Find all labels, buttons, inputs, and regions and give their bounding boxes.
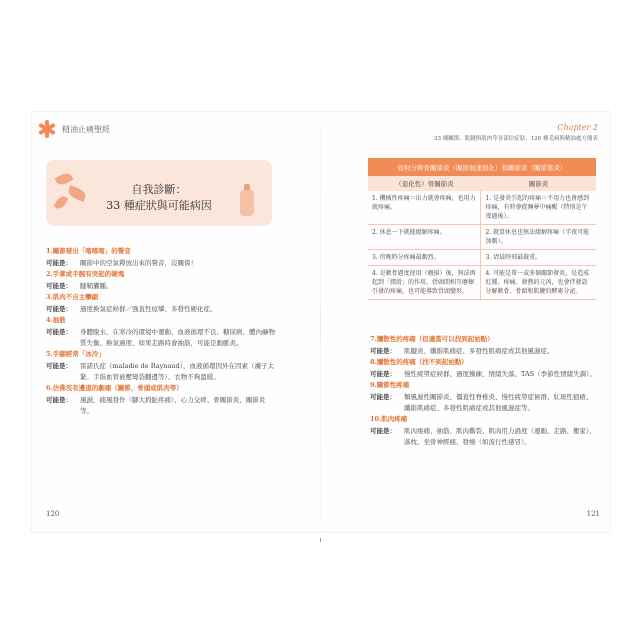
- page-number-right: 121: [586, 510, 600, 518]
- symptom-text: 肌腱炎、纖維肌痛症、多發性肌痛症或其他風濕症。: [404, 347, 554, 355]
- table-column-header: （退化性）骨關節炎: [368, 176, 481, 191]
- crop-mark: [320, 538, 321, 542]
- table-cell: 2. 休息一下就能緩解疼痛。: [368, 225, 481, 250]
- symptom-label: 可能是：: [370, 370, 396, 378]
- table-row: [368, 250, 596, 266]
- symptom-item: [370, 334, 596, 357]
- symptom-label: 可能是：: [46, 396, 72, 404]
- symptom-item: [46, 349, 278, 383]
- table-row: [368, 266, 596, 300]
- symptom-text: 腱鞘囊腫。: [80, 282, 113, 290]
- table-cell: 1. 機械性疼痛＝出力就會疼痛，也用力就疼痛。: [368, 191, 481, 225]
- symptom-title: 2.手掌或手腕有突起的硬塊: [46, 270, 125, 278]
- comparison-table: [368, 158, 596, 300]
- table-row: [368, 191, 596, 225]
- chapter-subtitle: 33 種關節、肌腱與肌肉等各部位症狀，126 種毛病與精油處方簡表: [434, 136, 598, 142]
- symptom-title: 5.手腳經常「冰冷」: [46, 350, 105, 358]
- flower-icon: [38, 120, 56, 138]
- symptom-title: 4.抽筋: [46, 316, 66, 324]
- symptom-text: 慢性疲勞症候群、過度操練、情緒失落、TAS（季節性情緒失調）。: [404, 370, 596, 378]
- symptom-text: 關節中的空氣釋放出來的聲音，沒關係！: [80, 259, 197, 267]
- diagnosis-line-2: 33 種症狀與可能病因: [106, 199, 212, 212]
- symptom-title: 6.仿佛沒有邊道的劇痛（關節、骨頭或肌肉等）: [46, 384, 183, 392]
- table-title: 如何分辨骨關節炎（關節加速退化）和關節炎（關節發炎）: [368, 158, 596, 176]
- symptom-item: [46, 383, 278, 417]
- symptom-item: [46, 269, 278, 292]
- symptom-item: [370, 380, 596, 414]
- running-header-right: [434, 123, 598, 142]
- symptom-label: 可能是：: [46, 259, 72, 267]
- table-cell: 3. 清晨時刻最嚴重。: [481, 250, 596, 266]
- running-header-left: [38, 120, 110, 138]
- symptom-title: 10.肌肉疼痛: [370, 415, 408, 423]
- symptom-title: 9.關節性疼痛: [370, 381, 410, 389]
- chapter-label: Chapter 2: [557, 123, 598, 132]
- symptom-text: 肌肉痠痛、抽筋、肌肉撕裂、肌肉用力過度（運動、走路、搬家）、落枕、坐骨神經痛、發燒（如流行性感冒）。: [404, 427, 596, 446]
- left-symptom-list: [46, 246, 278, 417]
- symptom-title: 7.瀰散性的疼痛（但適當可以找到起始點）: [370, 335, 494, 343]
- symptom-title: 3.肌肉不自主攣縮: [46, 293, 99, 301]
- symptom-title: 8.瀰散性的疼痛（找不到起始點）: [370, 358, 468, 366]
- symptom-label: 可能是：: [46, 362, 72, 370]
- table-cell: 4. 可能是單一或多個關節發炎，是造成紅腫、疼痛、發熱的元凶，也會伴發設分解軟骨、骨頭和肌腱的酵素分泌。: [481, 266, 596, 300]
- table-cell: 1. 是發炎引起的疼痛＝不用力也會感到疼痛，有時會從睡夢中痛醒（特別是午夜過後）。: [481, 191, 596, 225]
- symptom-item: [370, 357, 596, 380]
- symptom-label: 可能是：: [46, 328, 72, 336]
- symptom-title: 1.關節發出「喀喀喀」的聲音: [46, 247, 131, 255]
- symptom-label: 可能是：: [46, 305, 72, 313]
- symptom-label: 可能是：: [370, 427, 396, 435]
- symptom-text: 雷諾氏症（maladie de Raynaud），血液循環因外在因素（襪子太緊、手指血管被壓彎袋翻邊等）、衣物不夠溫暖。: [80, 362, 274, 381]
- page-number-left: 120: [46, 510, 60, 518]
- symptom-text: 風濕、痛風發作（腳大拇趾疼痛）、心力交瘁、骨關節炎、關節炎等。: [80, 396, 266, 415]
- symptom-text: 類風濕性關節炎、僵直性脊椎炎、慢性疲勞症候群、紅斑性狼瘡、纖維肌痛症、多發性肌痛症或其他風濕症等。: [404, 393, 593, 412]
- table-cell: 3. 傍晚時分疼痛最劇烈。: [368, 250, 481, 266]
- symptom-text: 過度換氣症候群／強直性痙攣、多發性硬化症。: [80, 305, 217, 313]
- diagnosis-banner: [46, 160, 272, 226]
- book-title: 精油止痛聖經: [62, 124, 110, 134]
- diagnosis-line-1: 自我診斷：: [131, 183, 187, 196]
- table-column-header: 關節炎: [481, 176, 596, 191]
- symptom-label: 可能是：: [370, 347, 396, 355]
- symptom-item: [46, 246, 278, 269]
- table-cell: 2. 就算休息也無法緩解疼痛（半夜可能加劇）。: [481, 225, 596, 250]
- symptom-label: 可能是：: [370, 393, 396, 401]
- symptom-item: [370, 414, 596, 448]
- symptom-item: [46, 315, 278, 349]
- table-row: [368, 225, 596, 250]
- symptom-label: 可能是：: [46, 282, 72, 290]
- book-gutter: [320, 112, 321, 532]
- right-symptom-list: [370, 334, 596, 448]
- symptom-text: 身體脫水、在寒冷的環境中運動、血液循環不良、糖尿病、體內礦物質失衡、換氣過度、如果走路時會抽筋，可能是動脈炎。: [80, 328, 275, 347]
- diagnosis-title: [46, 182, 272, 214]
- table-cell: 4. 是軟骨過度使用（磨損）後，無法再起到「潤滑」的作用，骨頭間相互磨擦引發的疼痛，也可能導致骨頭變形。: [368, 266, 481, 300]
- symptom-item: [46, 292, 278, 315]
